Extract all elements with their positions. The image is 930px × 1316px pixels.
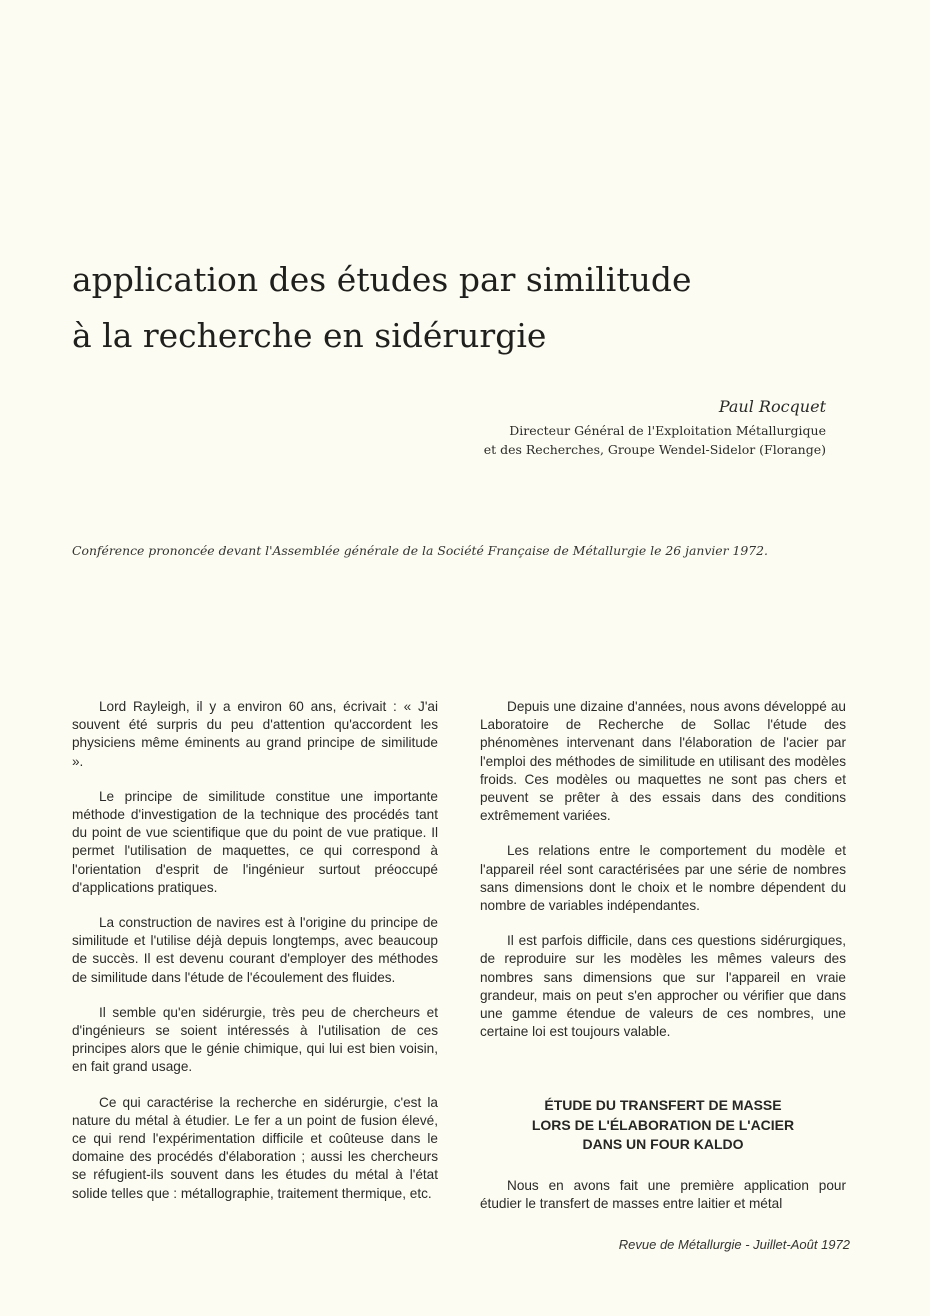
author-name: Paul Rocquet (718, 397, 826, 416)
paragraph: Ce qui caractérise la recherche en sidérurgie, c'est la nature du métal à étudier. Le fer a un point de fusion élevé, ce qui rend l'expérimentation difficile et coûteuse dans le domaine des procédés d'élaboration ; aussi les chercheurs se réfugient-ils souvent dans les études du métal à l'état solide telles que : métallographie, traitement thermique, etc. (72, 1094, 438, 1201)
author-affiliation (484, 421, 826, 459)
paragraph: Nous en avons fait une première application pour étudier le transfert de masses entre laitier et métal (480, 1177, 846, 1212)
left-column (72, 698, 438, 1220)
section-heading-line-3: DANS UN FOUR KALDO (582, 1136, 744, 1153)
paragraph: Les relations entre le comportement du modèle et l'appareil réel sont caractérisées par une série de nombres sans dimensions dont le choix et le nombre dépendent du nombre de variables indépendantes. (480, 843, 846, 914)
paragraph: Le principe de similitude constitue une importante méthode d'investigation de la technique des procédés tant du point de vue scientifique que du point de vue pratique. Il permet l'utilisation de maquettes, ce qui correspond à l'orientation d'esprit de l'ingénieur surtout préoccupé d'applications pratiques. (72, 788, 438, 895)
section-heading (480, 1096, 846, 1155)
journal-footer: Revue de Métallurgie - Juillet-Août 1972 (618, 1237, 850, 1252)
section-heading-line-2: LORS DE L'ÉLABORATION DE L'ACIER (531, 1116, 795, 1133)
author-block (484, 396, 826, 459)
paragraph: Depuis une dizaine d'années, nous avons développé au Laboratoire de Recherche de Sollac l'étude des phénomènes intervenant dans l'élaboration de l'acier par l'emploi des méthodes de similitude en utilisant des modèles froids. Ces modèles ou maquettes ne sont pas chers et peuvent se prêter à des essais dans des conditions extrêmement variées. (480, 699, 846, 824)
paragraph: Il semble qu'en sidérurgie, très peu de chercheurs et d'ingénieurs se soient intéressés à l'utilisation de ces principes alors que le génie chimique, qui lui est bien voisin, en fait grand usage. (72, 1004, 438, 1075)
title-line-1: application des études par similitude (72, 260, 692, 299)
conference-note: Conférence prononcée devant l'Assemblée générale de la Société Française de Métallurgie le 26 janvier 1972. (72, 543, 768, 558)
article-title (72, 252, 692, 364)
title-line-2: à la recherche en sidérurgie (72, 316, 547, 355)
paragraph: La construction de navires est à l'origine du principe de similitude et l'utilise déjà depuis longtemps, avec beaucoup de succès. Il est devenu courant d'employer des méthodes de similitude dans l'étude de l'écoulement des fluides. (72, 915, 438, 985)
author-affiliation-line-2: et des Recherches, Groupe Wendel-Sidelor (Florange) (483, 442, 826, 457)
right-column (480, 698, 846, 1230)
paragraph: Lord Rayleigh, il y a environ 60 ans, écrivait : « J'ai souvent été surpris du peu d'attention qu'accordent les physiciens même éminents au grand principe de similitude ». (72, 699, 438, 769)
section-heading-line-1: ÉTUDE DU TRANSFERT DE MASSE (544, 1097, 782, 1114)
author-affiliation-line-1: Directeur Général de l'Exploitation Métallurgique (509, 423, 826, 438)
paragraph: Il est parfois difficile, dans ces questions sidérurgiques, de reproduire sur les modèles les mêmes valeurs des nombres sans dimensions que sur l'appareil en vraie grandeur, mais on peut s'en approcher ou vérifier que dans une gamme étendue de valeurs de ces nombres, une certaine loi est toujours valable. (480, 933, 846, 1040)
